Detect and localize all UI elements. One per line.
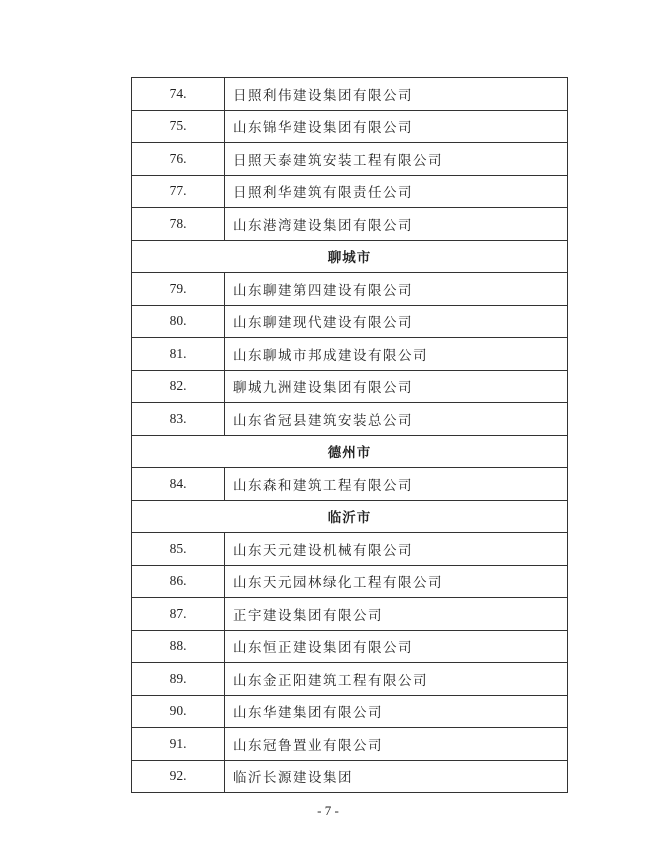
- row-number: 78.: [132, 208, 225, 241]
- company-name: 山东冠鲁置业有限公司: [225, 728, 568, 761]
- company-name: 临沂长源建设集团: [225, 760, 568, 793]
- company-name: 山东森和建筑工程有限公司: [225, 468, 568, 501]
- row-number: 81.: [132, 338, 225, 371]
- company-name: 山东聊建现代建设有限公司: [225, 305, 568, 338]
- company-name: 山东天元园林绿化工程有限公司: [225, 565, 568, 598]
- row-number: 87.: [132, 598, 225, 631]
- table-row: [132, 338, 568, 371]
- table-row: [132, 403, 568, 436]
- table-row: [132, 208, 568, 241]
- row-number: 83.: [132, 403, 225, 436]
- table-row: [132, 630, 568, 663]
- company-name: 山东金正阳建筑工程有限公司: [225, 663, 568, 696]
- row-number: 90.: [132, 695, 225, 728]
- table-row: [132, 565, 568, 598]
- row-number: 85.: [132, 533, 225, 566]
- table-row: [132, 760, 568, 793]
- company-name: 日照天泰建筑安装工程有限公司: [225, 143, 568, 176]
- table-row: [132, 143, 568, 176]
- table-row: [132, 663, 568, 696]
- row-number: 75.: [132, 110, 225, 143]
- row-number: 89.: [132, 663, 225, 696]
- city-header: 德州市: [132, 435, 568, 468]
- row-number: 79.: [132, 273, 225, 306]
- company-list-table: [131, 77, 568, 793]
- row-number: 77.: [132, 175, 225, 208]
- table-row: [132, 273, 568, 306]
- table-row: [132, 110, 568, 143]
- company-name: 山东恒正建设集团有限公司: [225, 630, 568, 663]
- row-number: 86.: [132, 565, 225, 598]
- company-name: 山东华建集团有限公司: [225, 695, 568, 728]
- table-row: [132, 468, 568, 501]
- company-name: 日照利华建筑有限责任公司: [225, 175, 568, 208]
- company-name: 山东锦华建设集团有限公司: [225, 110, 568, 143]
- row-number: 92.: [132, 760, 225, 793]
- company-name: 山东天元建设机械有限公司: [225, 533, 568, 566]
- company-name: 正宇建设集团有限公司: [225, 598, 568, 631]
- row-number: 74.: [132, 78, 225, 111]
- table-row: [132, 175, 568, 208]
- row-number: 88.: [132, 630, 225, 663]
- row-number: 82.: [132, 370, 225, 403]
- company-name: 山东聊城市邦成建设有限公司: [225, 338, 568, 371]
- city-header: 临沂市: [132, 500, 568, 533]
- table-row: [132, 533, 568, 566]
- company-name: 山东港湾建设集团有限公司: [225, 208, 568, 241]
- table-row: [132, 695, 568, 728]
- row-number: 80.: [132, 305, 225, 338]
- row-number: 91.: [132, 728, 225, 761]
- city-header-row: [132, 240, 568, 273]
- table-row: [132, 305, 568, 338]
- table-row: [132, 598, 568, 631]
- row-number: 76.: [132, 143, 225, 176]
- table-row: [132, 78, 568, 111]
- company-name: 山东聊建第四建设有限公司: [225, 273, 568, 306]
- company-name: 日照利伟建设集团有限公司: [225, 78, 568, 111]
- city-header-row: [132, 500, 568, 533]
- page-number: - 7 -: [317, 803, 339, 818]
- table-row: [132, 370, 568, 403]
- row-number: 84.: [132, 468, 225, 501]
- city-header: 聊城市: [132, 240, 568, 273]
- company-name: 聊城九洲建设集团有限公司: [225, 370, 568, 403]
- table-row: [132, 728, 568, 761]
- company-name: 山东省冠县建筑安装总公司: [225, 403, 568, 436]
- city-header-row: [132, 435, 568, 468]
